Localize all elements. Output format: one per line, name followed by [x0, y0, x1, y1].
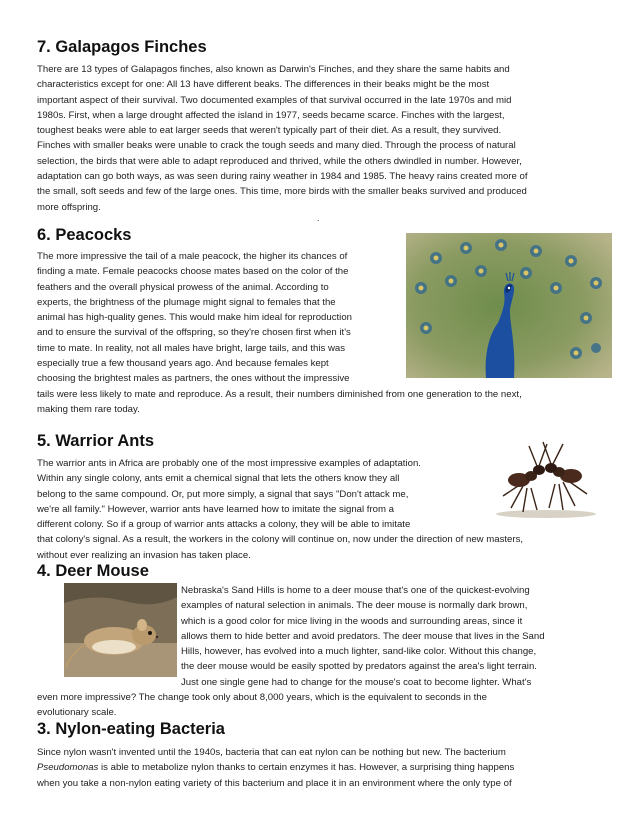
text-line: the deer mouse would be easily spotted by predators against the area's light terrain. [181, 661, 537, 673]
text-line: selection, the birds that were able to adapt reproduced and thrived, while the others dwindled in number. However, [37, 155, 522, 167]
text-line: The more impressive the tail of a male peacock, the higher its chances of [37, 251, 348, 262]
text-line: which is a good color for mice living in the woods and surrounding areas, since it [181, 615, 523, 627]
text-line: belong to the same compound. Or, put more simply, a signal that says "Don't attack me, [37, 488, 409, 500]
text-line: Nebraska's Sand Hills is home to a deer mouse that's one of the quickest-evolving [181, 585, 530, 596]
italic-term-pseudomonas: Pseudomonas [37, 762, 99, 774]
text-line: adaptation can go both ways, as was seen during rainy weather in 1984 and 1985. The heavy rains created more of [37, 171, 528, 183]
paragraph-warrior-ants [37, 456, 523, 563]
text-line: choosing the brightest males as partners, the ones without the impressive [37, 373, 350, 385]
text-line [37, 760, 514, 775]
text-line: that colony's signal. As a result, the workers in the colony will continue on, now under the direction of new masters, [37, 534, 524, 546]
text-line: Since nylon wasn't invented until the 1940s, bacteria that can eat nylon can be nothing but new. The bacterium [37, 747, 506, 758]
text-line: The warrior ants in Africa are probably one of the most impressive examples of adaptation. [37, 458, 421, 469]
text-line: 1980s. First, when a large drought affected the island in 1977, seeds became scarce. Finches with the largest, [37, 109, 505, 121]
text-line: finding a mate. Female peacocks choose mates based on the color of the [37, 266, 349, 278]
heading-nylon-eating-bacteria: 3. Nylon-eating Bacteria [37, 720, 225, 738]
text-line: animal has high-quality genes. This would make him ideal for reproduction [37, 312, 352, 324]
text-line: toughest beaks were able to eat larger seeds that weren't typically part of their diet. As a result, they survived. [37, 125, 502, 137]
heading-warrior-ants: 5. Warrior Ants [37, 432, 155, 450]
text-line: Within any single colony, ants emit a chemical signal that lets the others know they all [37, 473, 400, 485]
text-line: making them rare today. [37, 403, 140, 415]
paragraph-nylon-eating-bacteria [37, 745, 514, 791]
warrior-ants-photo [493, 436, 599, 518]
text-line: examples of natural selection in animals. The deer mouse is normally dark brown, [181, 600, 528, 612]
peacock-photo [406, 233, 612, 378]
text-line: There are 13 types of Galapagos finches, also known as Darwin's Finches, and they share the same habits and [37, 64, 510, 75]
text-line: experts, the brightness of the plumage might signal to females that the [37, 296, 336, 308]
text-line: and to ensure the survival of the offspring, so they're chosen first when it's [37, 327, 351, 339]
text-line: Finches with smaller beaks were unable to crack the tough seeds and many died. Through the process of natural [37, 140, 516, 152]
heading-deer-mouse: 4. Deer Mouse [37, 562, 149, 580]
text-line: important aspect of their survival. Two documented examples of that survival occurred in the late 1970s and mid [37, 94, 512, 106]
text-line: especially true a few thousand years ago. And because females kept [37, 358, 329, 370]
paragraph-galapagos-finches [37, 62, 527, 215]
text-line: the small, soft seeds and few of the large ones. This time, more birds with the smaller beaks survived and produced [37, 186, 527, 198]
text-line: tails were less likely to mate and reproduce. As a result, their numbers diminished from one generation to the next, [37, 388, 522, 400]
heading-peacocks: 6. Peacocks [37, 226, 132, 244]
peacock-illustration [406, 233, 612, 378]
text-line: allows them to hide better and avoid predators. The deer mouse that lives in the Sand [181, 630, 545, 642]
separator-dot: . [317, 213, 320, 223]
text-line: feathers and the overall physical prowess of the animal. According to [37, 281, 329, 293]
text-line-rest: is able to metabolize nylon thanks to certain enzymes it has. However, a surprising thing happens [101, 762, 515, 774]
ants-illustration [493, 436, 599, 518]
text-line: more offspring. [37, 201, 101, 213]
text-line: Just one single gene had to change for the mouse's coat to become lighter. What's [181, 676, 532, 688]
text-line: Hills, however, has evolved into a much lighter, sand-like color. Without this change, [181, 646, 537, 658]
text-line: we're all family." However, warrior ants have learned how to imitate the signal from a [37, 503, 394, 515]
text-line: even more impressive? The change took only about 8,000 years, which is the equivalent to seconds in the [37, 692, 487, 704]
text-line: without ever realizing an invasion has taken place. [37, 549, 251, 561]
text-line: evolutionary scale. [37, 707, 117, 719]
text-line: time to mate. In reality, not all males have bright, large tails, and this was [37, 342, 346, 354]
text-line: characteristics except for one: All 13 have different beaks. The differences in their beaks might be the most [37, 79, 490, 91]
text-line: when you take a non-nylon eating variety of this bacterium and place it in an environment where the only type of [37, 777, 512, 789]
text-line: different colony. So if a group of warrior ants attacks a colony, they will be able to imitate [37, 519, 411, 531]
heading-galapagos-finches: 7. Galapagos Finches [37, 38, 207, 56]
paragraph-deer-mouse [37, 583, 545, 721]
